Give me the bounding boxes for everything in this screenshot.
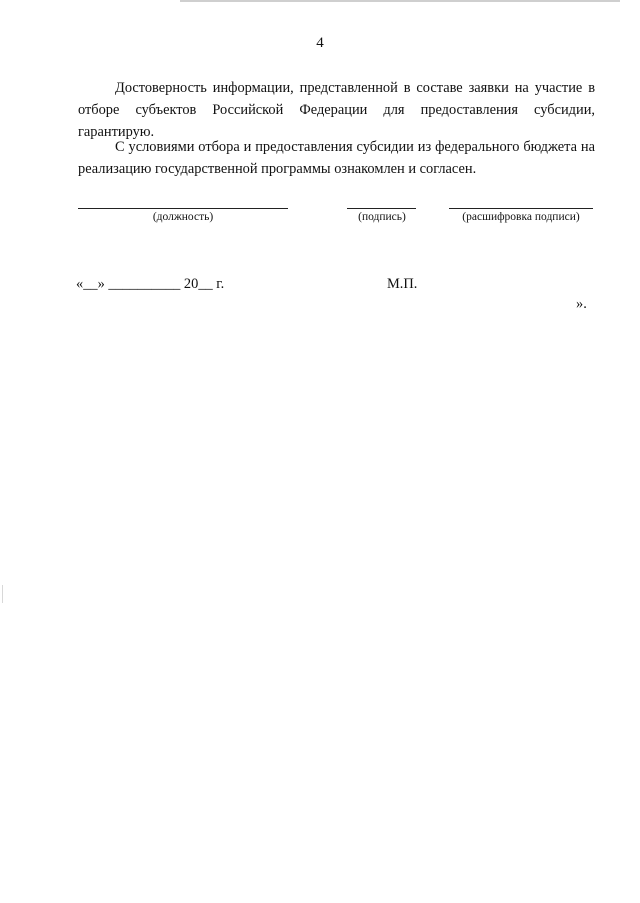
- signature-line: [347, 208, 416, 209]
- scan-speck: [2, 585, 3, 603]
- scan-top-edge: [180, 0, 620, 2]
- signature-caption: (подпись): [358, 211, 406, 223]
- name-line: [449, 208, 593, 209]
- page-number: 4: [316, 35, 324, 51]
- position-line: [78, 208, 288, 209]
- closing-quote: ».: [576, 296, 587, 312]
- paragraph-reliability: Достоверность информации, представленной в составе заявки на участие в отборе субъектов Российской Федерации для предоставления субсидии, гарантирую.: [78, 80, 595, 140]
- paragraph-conditions: С условиями отбора и предоставления субсидии из федерального бюджета на реализацию государственной программы ознакомлен и согласен.: [78, 139, 595, 177]
- stamp-label: М.П.: [387, 276, 418, 292]
- name-caption: (расшифровка подписи): [462, 211, 580, 223]
- date-line: «__» __________ 20__ г.: [76, 276, 225, 292]
- position-caption: (должность): [152, 211, 214, 223]
